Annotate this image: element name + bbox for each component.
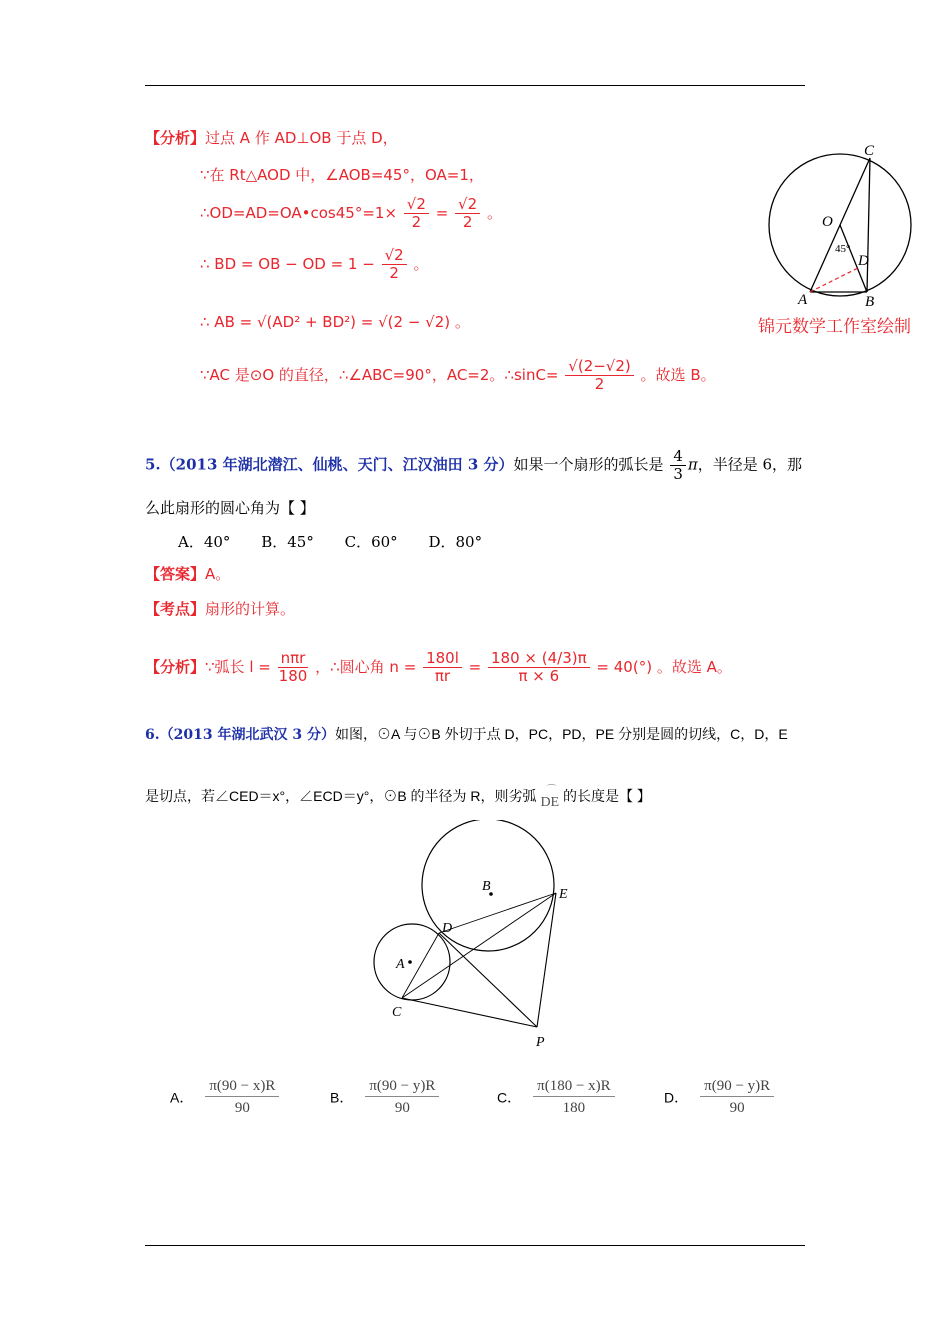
analysis4-line4: ∴ BD = OB − OD = 1 − $\frac{√2}{2}$ 。 <box>200 246 429 282</box>
q5-option-b: B．45° <box>261 533 314 551</box>
footer-rule <box>145 1245 805 1246</box>
q5-options <box>178 531 482 552</box>
fraction: $\frac{√2}{2}$ <box>404 196 429 231</box>
q5-line2: 么此扇形的圆心角为【 】 <box>145 499 315 517</box>
q5-line1: 5.（2013 年湖北潜江、仙桃、天门、江汉油田 3 分）如果一个扇形的弧长是 $\frac{4}{3}$ π，半径是 6，那 <box>145 447 803 483</box>
analysis4-line6: ∵AC 是⊙O 的直径，∴∠ABC=90°，AC=2。∴sinC= $\frac{√(2-√2)}{2}$ 。故选 B。 <box>200 357 716 393</box>
label-c: C <box>864 143 875 159</box>
fraction: $\frac{\text{nπr}}{180}$ <box>278 649 308 685</box>
circle-a <box>374 924 450 1000</box>
q6-line1: 6.（2013 年湖北武汉 3 分）如图，⊙A 与⊙B 外切于点 D，PC，PD，PE 分别是圆的切线，C，D，E <box>145 726 788 743</box>
analysis-tag: 【分析】 <box>145 129 206 147</box>
watermark: 锦元数学工作室绘制 <box>758 317 911 337</box>
label-b: B <box>482 879 491 894</box>
label-45: 45° <box>835 243 851 255</box>
q6-option-d: D． $\frac{\pi(90 - y)R}{90}$ <box>664 1076 774 1119</box>
fraction: $\frac{\pi(90 - y)R}{90}$ <box>365 1076 439 1119</box>
q5-option-a: A．40° <box>178 533 231 551</box>
q5-number: 5. <box>145 455 161 474</box>
fraction: $\frac{√(2-√2)}{2}$ <box>565 358 633 393</box>
fraction: $\frac{\pi(90 - y)R}{90}$ <box>700 1076 774 1119</box>
fraction: $\frac{4}{3}$ <box>670 448 686 483</box>
label-d: D <box>442 921 453 936</box>
label-c: C <box>392 1005 402 1020</box>
fraction: $\frac{\pi(90 - x)R}{90}$ <box>205 1076 279 1119</box>
q6-option-c: C． $\frac{\pi(180 - x)R}{180}$ <box>497 1076 615 1119</box>
q6-option-b: B． $\frac{\pi(90 - y)R}{90}$ <box>330 1076 439 1119</box>
analysis4-line3: ∴OD=AD=OA•cos45°=1× $\frac{√2}{2}$ = $\frac{√2}{2}$ 。 <box>200 195 502 231</box>
q5-answer: 【答案】A。 <box>145 565 231 583</box>
fraction: $\frac{180l}{\pi r}$ <box>423 650 462 685</box>
analysis4-line2: ∵在 Rt△AOD 中，∠AOB=45°，OA=1， <box>200 166 484 184</box>
q5-option-d: D．80° <box>428 533 483 551</box>
analysis4-line1: 【分析】过点 A 作 AD⊥OB 于点 D， <box>145 129 398 147</box>
arc-de: ⌒ DE <box>540 795 559 811</box>
q5-analysis: 【分析】∵弧长 l = $\frac{\text{nπr}}{180}$ ，∴圆心角 n = $\frac{180l}{\pi r}$ = $\frac{180 \times (4/3)\pi}{\pi \times 6}$ = 40(°) 。故选 A。 <box>145 649 732 685</box>
q6-number: 6. <box>145 727 160 743</box>
label-a: A <box>798 292 808 308</box>
fraction: $\frac{√2}{2}$ <box>455 196 480 231</box>
header-rule <box>145 85 805 86</box>
circle-o-figure <box>760 140 940 340</box>
label-e: E <box>559 887 568 902</box>
q5-source: （2013 年湖北潜江、仙桃、天门、江汉油田 3 分） <box>160 455 514 474</box>
label-o: O <box>822 214 833 230</box>
label-d: D <box>858 253 869 269</box>
q6-source: （2013 年湖北武汉 3 分） <box>159 727 335 743</box>
analysis4-line5: ∴ AB = √(AD² + BD²) = √(2 − √2) 。 <box>200 313 470 331</box>
tangent-circles-figure <box>360 820 590 1055</box>
q5-point: 【考点】扇形的计算。 <box>145 600 296 618</box>
label-a: A <box>396 957 405 972</box>
label-p: P <box>536 1035 545 1050</box>
q6-line2: 是切点，若∠CED＝x°，∠ECD＝y°，⊙B 的半径为 R，则劣弧 ⌒ DE 的长度是【 】 <box>145 786 651 806</box>
q5-option-c: C．60° <box>344 533 398 551</box>
arc-icon: ⌒ <box>546 785 557 796</box>
fraction: $\frac{√2}{2}$ <box>382 247 407 282</box>
q6-option-a: A． $\frac{\pi(90 - x)R}{90}$ <box>170 1076 279 1119</box>
label-b: B <box>865 294 875 310</box>
fraction: $\frac{180 \times (4/3)\pi}{\pi \times 6}$ <box>488 650 590 685</box>
fraction: $\frac{\pi(180 - x)R}{180}$ <box>533 1076 615 1119</box>
